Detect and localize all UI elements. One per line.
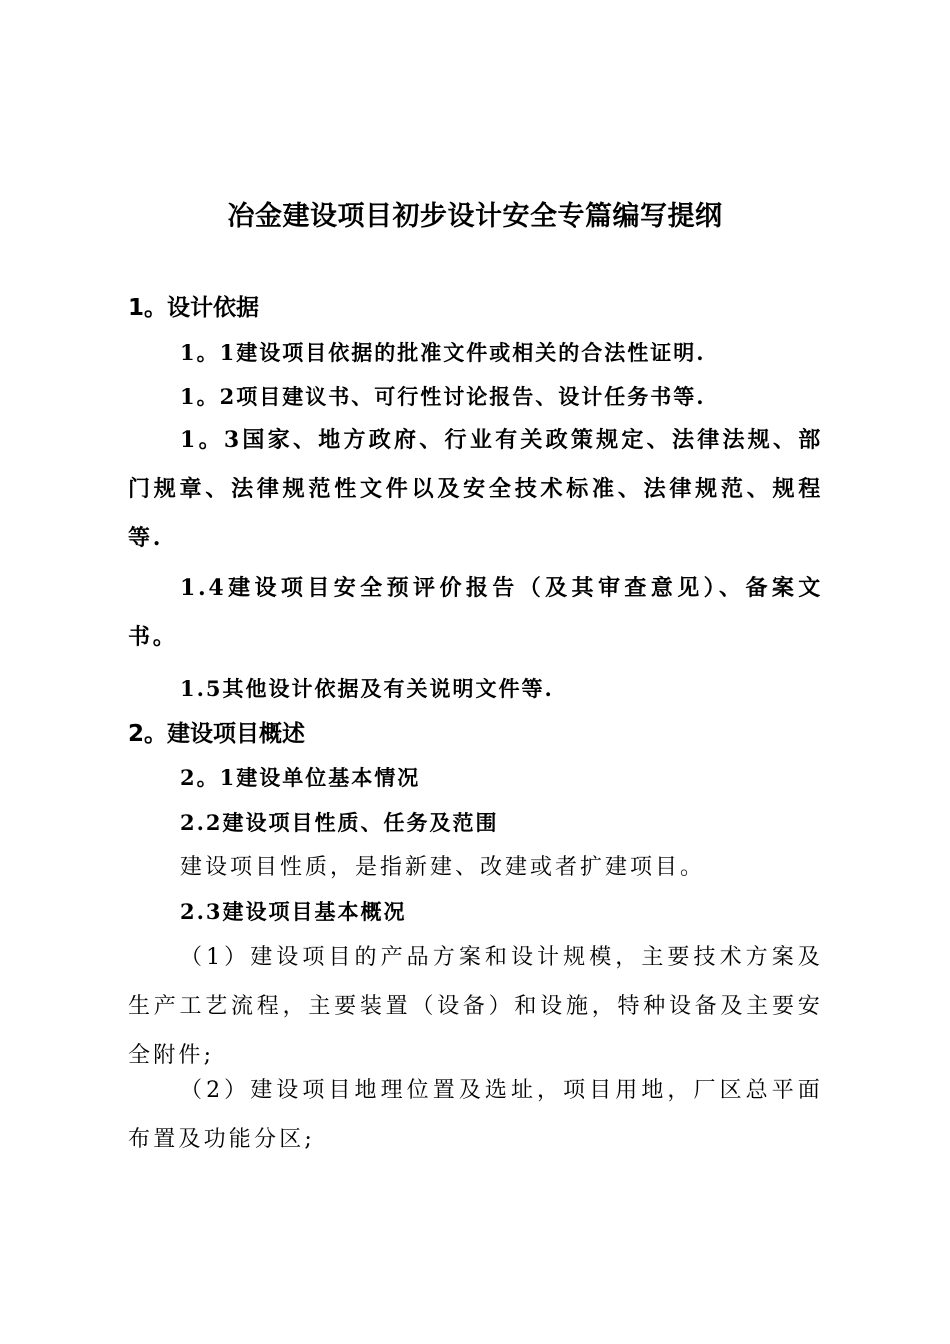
item-1-2: 1。2项目建议书、可行性讨论报告、设计任务书等. — [180, 384, 706, 409]
item-1-4: 1.4建设项目安全预评价报告（及其审查意见）、备案文书。 — [128, 575, 823, 650]
item-1-1: 1。1建设项目依据的批准文件或相关的合法性证明. — [180, 340, 706, 365]
document-title: 冶金建设项目初步设计安全专篇编写提纲 — [227, 201, 723, 232]
item-2-2: 2.2建设项目性质、任务及范围 — [180, 810, 499, 835]
section-1-heading: 1。设计依据 — [128, 295, 260, 321]
item-2-2-text: 建设项目性质，是指新建、改建或者扩建项目。 — [180, 855, 706, 880]
item-1-3: 1。3国家、地方政府、行业有关政策规定、法律法规、部门规章、法律规范性文件以及安全技术标准、法律规范、规程等. — [128, 427, 823, 551]
item-2-3-paragraph-1: （1）建设项目的产品方案和设计规模，主要技术方案及生产工艺流程，主要装置（设备）和设施，特种设备及主要安全附件; — [128, 945, 823, 1068]
section-2-heading: 2。建设项目概述 — [128, 721, 306, 747]
item-1-5: 1.5其他设计依据及有关说明文件等. — [180, 676, 554, 701]
item-2-3: 2.3建设项目基本概况 — [180, 899, 407, 924]
item-2-3-paragraph-2: （2）建设项目地理位置及选址，项目用地，厂区总平面布置及功能分区; — [128, 1078, 823, 1152]
item-2-1: 2。1建设单位基本情况 — [180, 765, 421, 790]
